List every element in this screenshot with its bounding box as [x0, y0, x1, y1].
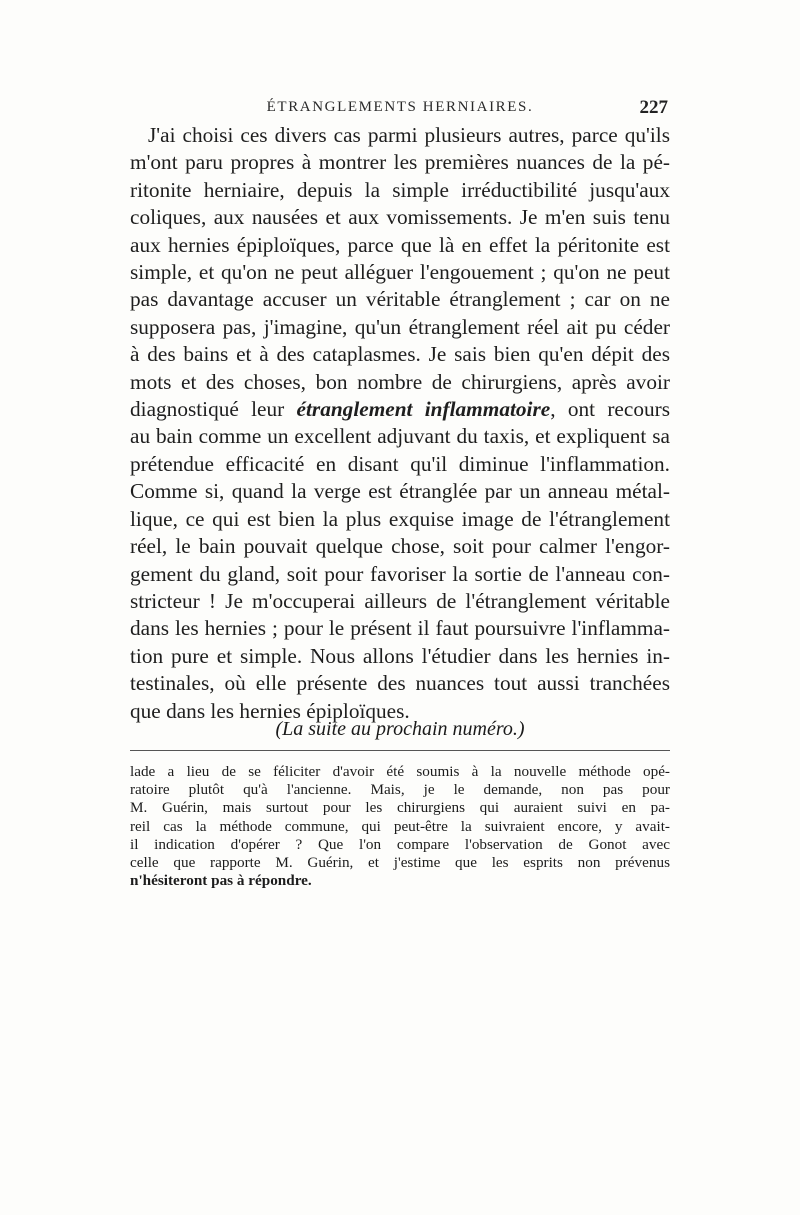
footnote [130, 763, 670, 890]
footnote-line: ratoire plutôt qu'à l'ancienne. Mais, je le demande, non pas pour [130, 781, 670, 799]
running-head [130, 97, 670, 121]
footnote-line: celle que rapporte M. Guérin, et j'estime que les esprits non prévenus [130, 854, 670, 872]
text-line: mots et des choses, bon nombre de chirurgiens, après avoir [130, 369, 670, 394]
text-line: dans les hernies ; pour le présent il faut poursuivre l'inflamma- [130, 616, 670, 641]
footnote-line: M. Guérin, mais surtout pour les chirurgiens qui auraient suivi en pa- [130, 799, 670, 817]
text-line: testinales, où elle présente des nuances tout aussi tranchées [130, 671, 670, 696]
text-line: réel, le bain pouvait quelque chose, soit pour calmer l'engor- [130, 534, 670, 559]
text-line: lique, ce qui est bien la plus exquise image de l'étranglement [130, 506, 670, 531]
running-title: ÉTRANGLEMENTS HERNIAIRES. [266, 99, 534, 115]
page-number: 227 [639, 97, 668, 118]
text-line: m'ont paru propres à montrer les premières nuances de la pé- [130, 150, 670, 175]
text-line: aux hernies épiploïques, parce que là en effet la péritonite est [130, 232, 670, 257]
text-line: pas davantage accuser un véritable étranglement ; car on ne [130, 287, 670, 312]
text-line: stricteur ! Je m'occuperai ailleurs de l'étranglement véritable [130, 588, 670, 613]
text-line: au bain comme un excellent adjuvant du taxis, et expliquent sa [130, 424, 670, 449]
text-line: J'ai choisi ces divers cas parmi plusieurs autres, parce qu'ils [148, 123, 670, 147]
text-line: coliques, aux nausées et aux vomissements. Je m'en suis tenu [130, 205, 670, 230]
footnote-line: il indication d'opérer ? Que l'on compare l'observation de Gonot avec [130, 835, 670, 853]
footnote-divider [130, 750, 670, 751]
text-line: supposera pas, j'imagine, qu'un étranglement réel ait pu céder [130, 314, 670, 339]
text-line: à des bains et à des cataplasmes. Je sais bien qu'en dépit des [130, 342, 670, 367]
text-run: , ont recours [550, 397, 670, 422]
text-line-with-emphasis [130, 396, 670, 423]
emphasis-text: étranglement inflammatoire [296, 397, 551, 422]
main-text [130, 122, 670, 725]
text-line: que dans les hernies épiploïques. [130, 698, 410, 723]
text-run: diagnostiqué leur [130, 397, 297, 422]
continuation-note: (La suite au prochain numéro.) [275, 718, 525, 740]
text-line: gement du gland, soit pour favoriser la sortie de l'anneau con- [130, 561, 670, 586]
text-line: simple, et qu'on ne peut alléguer l'engouement ; qu'on ne peut [130, 260, 670, 285]
footnote-line: n'hésiteront pas à répondre. [130, 872, 312, 890]
text-line: tion pure et simple. Nous allons l'étudier dans les hernies in- [130, 643, 670, 668]
footnote-line: lade a lieu de se féliciter d'avoir été soumis à la nouvelle méthode opé- [130, 763, 670, 780]
text-line: ritonite herniaire, depuis la simple irréductibilité jusqu'aux [130, 177, 670, 202]
text-line: prétendue efficacité en disant qu'il diminue l'inflammation. [130, 451, 670, 476]
text-line: Comme si, quand la verge est étranglée par un anneau métal- [130, 479, 670, 504]
footnote-line: reil cas la méthode commune, qui peut-être la suivraient encore, y avait- [130, 817, 670, 835]
